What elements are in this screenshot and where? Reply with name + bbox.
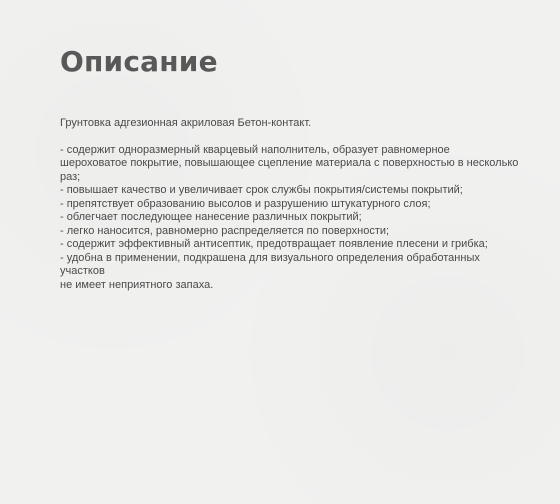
feature-item: - облегчает последующее нанесение различных покрытий; (60, 211, 362, 223)
feature-item: - повышает качество и увеличивает срок службы покрытия/системы покрытий; (60, 184, 463, 196)
page-title: Описание (60, 45, 218, 78)
feature-item: - содержит одноразмерный кварцевый наполнитель, образует равномерное шероховатое покрытие, повышающее сцепление материала с поверхностью в несколько раз; (60, 143, 519, 183)
feature-item: - легко наносится, равномерно распределяется по поверхности; (60, 224, 390, 237)
closing-text: не имеет неприятного запаха. (60, 278, 214, 291)
feature-item: - удобна в применении, подкрашена для визуального определения обработанных участков (60, 251, 480, 277)
feature-list (60, 144, 520, 279)
intro-text: Грунтовка адгезионная акриловая Бетон-контакт. (60, 117, 312, 129)
feature-item: - препятствует образованию высолов и разрушению штукатурного слоя; (60, 197, 431, 210)
feature-item: - содержит эффективный антисептик, предотвращает появление плесени и грибка; (60, 238, 488, 250)
